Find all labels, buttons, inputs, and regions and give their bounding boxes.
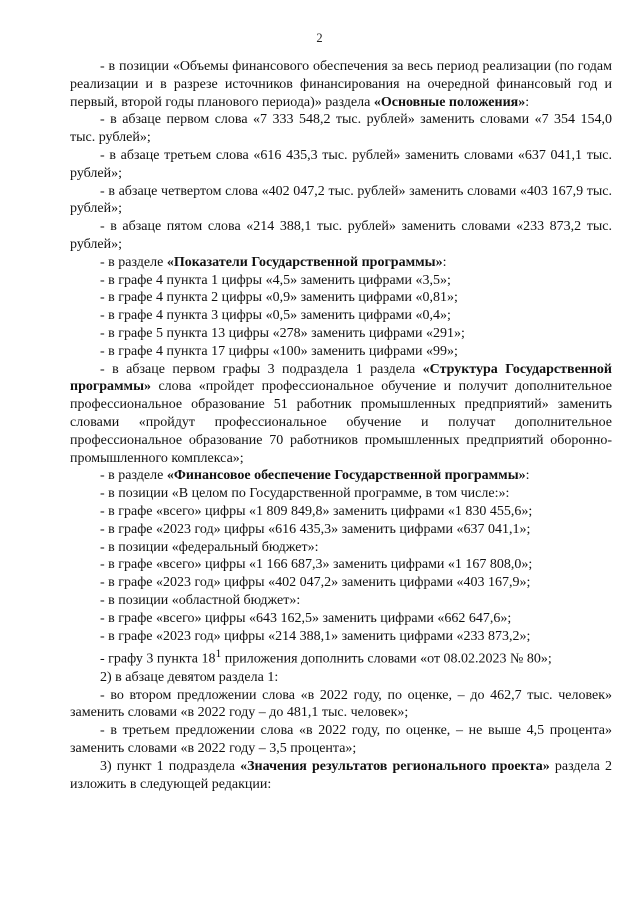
text-run: - в графе 4 пункта 1 цифры «4,5» заменить цифрами «3,5»; (100, 272, 451, 288)
text-run: - в разделе (100, 468, 167, 484)
text-run: - в третьем предложении слова «в 2022 году, по оценке, – не выше 4,5 процента» заменить словами «в 2022 году – 3,5 процента»; (70, 723, 612, 756)
text-run: раздела 2 изложить в следующей редакции: (70, 758, 613, 792)
page-number: 2 (316, 31, 323, 45)
paragraph (70, 343, 612, 361)
text-run: : (525, 94, 530, 110)
paragraph (70, 592, 612, 610)
text-run: - графу 3 пункта 18 (100, 651, 216, 667)
bold-text: «Значения результатов регионального проекта» (240, 758, 550, 774)
superscript: 1 (215, 647, 222, 661)
text-run: - в графе 4 пункта 17 цифры «100» заменить цифрами «99»; (100, 343, 458, 359)
bold-text: «Основные положения» (373, 94, 526, 110)
paragraph (70, 556, 612, 574)
paragraph (70, 628, 612, 646)
text-run: - в позиции «федеральный бюджет»: (100, 539, 319, 555)
text-run: - в графе «всего» цифры «1 166 687,3» заменить цифрами «1 167 808,0»; (100, 557, 533, 573)
paragraph (70, 610, 612, 628)
paragraph (70, 539, 612, 557)
paragraph (70, 687, 612, 723)
bold-text: «Показатели Государственной программы» (166, 254, 443, 270)
text-run: - в позиции «областной бюджет»: (100, 592, 301, 608)
text-run: - в графе «всего» цифры «1 809 849,8» заменить цифрами «1 830 455,6»; (100, 503, 533, 519)
text-run: слова «пройдет профессиональное обучение и получит дополнительное профессиональное образование 51 работник промышленных предприятий» заменить словами «пройдут профессиональное обучение и получат дополнительное профессиональное образование 70 работников промышленных предприятий оборонно-промышленного комплекса»; (70, 379, 612, 466)
text-run: - в абзаце первом графы 3 подраздела 1 раздела (100, 361, 423, 377)
paragraph (70, 147, 612, 183)
paragraph (70, 58, 612, 111)
paragraph (70, 669, 612, 687)
text-run: 2) в абзаце девятом раздела 1: (100, 669, 279, 685)
text-run: - в графе «всего» цифры «643 162,5» заменить цифрами «662 647,6»; (100, 610, 512, 626)
text-run: приложения дополнить словами «от 08.02.2023 № 80»; (221, 651, 552, 667)
paragraph (70, 307, 612, 325)
document-body (70, 58, 612, 793)
paragraph (70, 503, 612, 521)
bold-text: «Структура Государственной программы» (70, 361, 612, 395)
paragraph (70, 254, 612, 272)
paragraph (70, 758, 612, 794)
text-run: - в графе «2023 год» цифры «616 435,3» заменить цифрами «637 041,1»; (100, 521, 531, 537)
text-run: - в графе «2023 год» цифры «214 388,1» заменить цифрами «233 873,2»; (100, 628, 531, 644)
paragraph (70, 521, 612, 539)
text-run: : (525, 468, 530, 484)
text-run: - в абзаце пятом слова «214 388,1 тыс. рублей» заменить словами «233 873,2 тыс. рублей»; (70, 219, 612, 252)
text-run: : (442, 254, 447, 270)
text-run: - в абзаце первом слова «7 333 548,2 тыс. рублей» заменить словами «7 354 154,0 тыс. рублей»; (70, 112, 612, 146)
text-run: 3) пункт 1 подраздела (100, 758, 241, 774)
text-run: - в разделе (100, 254, 167, 270)
paragraph (70, 183, 612, 219)
paragraph (70, 467, 612, 485)
paragraph (70, 574, 612, 592)
text-run: - в графе 4 пункта 2 цифры «0,9» заменить цифрами «0,81»; (100, 290, 458, 306)
text-run: - во втором предложении слова «в 2022 году, по оценке, – до 462,7 тыс. человек» заменить словами «в 2022 году – до 481,1 тыс. человек»; (70, 687, 612, 721)
text-run: - в абзаце четвертом слова «402 047,2 тыс. рублей» заменить словами «403 167,9 тыс. рублей»; (70, 183, 612, 217)
paragraph (70, 289, 612, 307)
paragraph (70, 218, 612, 254)
text-run: - в графе «2023 год» цифры «402 047,2» заменить цифрами «403 167,9»; (100, 575, 531, 591)
paragraph (70, 325, 612, 343)
paragraph (70, 722, 612, 758)
paragraph (70, 272, 612, 290)
text-run: - в графе 5 пункта 13 цифры «278» заменить цифрами «291»; (100, 325, 465, 341)
text-run: - в абзаце третьем слова «616 435,3 тыс. рублей» заменить словами «637 041,1 тыс. рублей»; (70, 147, 612, 181)
paragraph (70, 361, 612, 468)
paragraph (70, 111, 612, 147)
text-run: - в позиции «В целом по Государственной программе, в том числе:»: (100, 486, 510, 502)
text-run: - в позиции «Объемы финансового обеспечения за весь период реализации (по годам реализации и в разрезе источников финансирования на очередной финансовый год и первый, второй годы планового периода)» раздела (70, 59, 612, 110)
bold-text: «Финансовое обеспечение Государственной программы» (166, 468, 526, 484)
paragraph (70, 645, 612, 668)
paragraph (70, 485, 612, 503)
text-run: - в графе 4 пункта 3 цифры «0,5» заменить цифрами «0,4»; (100, 308, 451, 324)
